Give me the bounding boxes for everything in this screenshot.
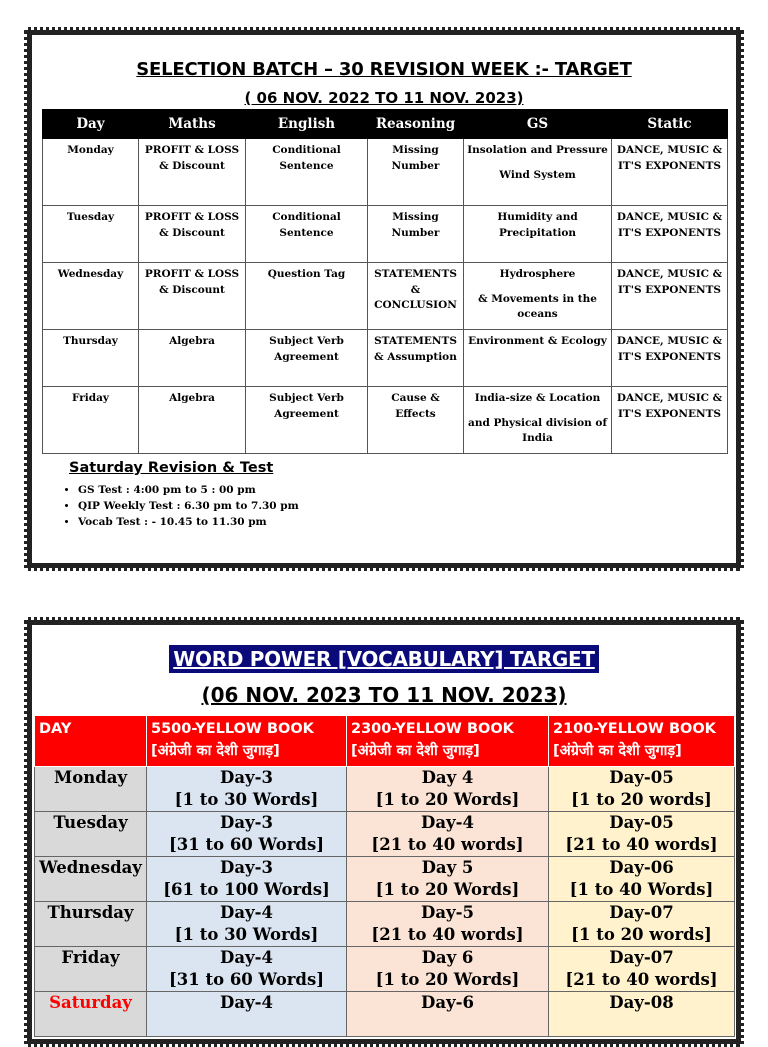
table-row [35, 767, 735, 812]
book1-range: [1 to 30 Words] [174, 925, 319, 944]
saturday-list [56, 482, 299, 530]
book3-day: Day-05 [609, 768, 674, 787]
day-cell: Friday [35, 947, 147, 992]
header-maths: Maths [139, 110, 246, 139]
reasoning-cell: Missing Number [368, 139, 464, 206]
book1-day: Day-4 [220, 993, 273, 1012]
book2-day: Day-6 [421, 993, 474, 1012]
book3-cell [549, 992, 735, 1037]
gs-topic: Humidity and Precipitation [497, 211, 578, 239]
book1-cell [147, 947, 347, 992]
book3-cell [549, 767, 735, 812]
day-cell: Wednesday [35, 857, 147, 902]
book2-day: Day-4 [421, 813, 474, 832]
book3-cell [549, 812, 735, 857]
static-cell: DANCE, MUSIC & IT'S EXPONENTS [612, 139, 728, 206]
maths-cell: Algebra [139, 387, 246, 454]
gs-topic: Hydrosphere [499, 268, 576, 280]
static-cell: DANCE, MUSIC & IT'S EXPONENTS [612, 263, 728, 330]
book1-day: Day-4 [220, 903, 273, 922]
reasoning-cell: STATEMENTS & CONCLUSION [368, 263, 464, 330]
header-day-label: DAY [39, 721, 72, 737]
header-2300-book [347, 716, 549, 767]
book1-cell [147, 812, 347, 857]
schedule-date-range: ( 06 NOV. 2022 TO 11 NOV. 2023) [244, 89, 524, 107]
table-row [35, 947, 735, 992]
book1-day: Day-3 [220, 768, 273, 787]
header-book-title: 2300-YELLOW BOOK [351, 721, 514, 737]
book3-cell [549, 902, 735, 947]
gs-cell [464, 387, 612, 454]
english-cell: Subject Verb Agreement [246, 330, 368, 387]
book2-cell [347, 902, 549, 947]
day-cell: Tuesday [35, 812, 147, 857]
book1-cell [147, 857, 347, 902]
reasoning-cell: Missing Number [368, 206, 464, 263]
book2-cell [347, 857, 549, 902]
day-cell: Thursday [43, 330, 139, 387]
book1-range: [1 to 30 Words] [174, 790, 319, 809]
header-book-title: 2100-YELLOW BOOK [553, 721, 716, 737]
gs-cell [464, 330, 612, 387]
book1-cell [147, 902, 347, 947]
book3-day: Day-08 [609, 993, 674, 1012]
header-book-subtitle: [अंग्रेजी का देशी जुगाड़] [351, 743, 480, 759]
book2-day: Day 4 [421, 768, 474, 787]
book2-cell [347, 992, 549, 1037]
book3-range: [1 to 20 words] [571, 925, 712, 944]
book3-cell [549, 947, 735, 992]
book2-day: Day-5 [421, 903, 474, 922]
revision-schedule-table [42, 109, 728, 454]
book1-range: [31 to 60 Words] [168, 970, 325, 989]
day-cell: Friday [43, 387, 139, 454]
book1-cell [147, 767, 347, 812]
book1-day: Day-3 [220, 858, 273, 877]
book3-range: [1 to 20 words] [571, 790, 712, 809]
revision-week-card [24, 27, 744, 571]
schedule-title: SELECTION BATCH – 30 REVISION WEEK :- TARGET [136, 59, 632, 80]
day-cell: Tuesday [43, 206, 139, 263]
gs-topic: Insolation and Pressure [467, 144, 608, 156]
english-cell: Subject Verb Agreement [246, 387, 368, 454]
schedule-header-row [43, 110, 728, 139]
day-cell: Wednesday [43, 263, 139, 330]
table-row [43, 263, 728, 330]
table-row [35, 857, 735, 902]
table-row [43, 387, 728, 454]
static-cell: DANCE, MUSIC & IT'S EXPONENTS [612, 330, 728, 387]
saturday-title: Saturday Revision & Test [69, 460, 274, 476]
book2-range: [21 to 40 words] [371, 835, 524, 854]
english-cell: Conditional Sentence [246, 139, 368, 206]
header-5500-book [147, 716, 347, 767]
header-day: Day [43, 110, 139, 139]
gs-cell [464, 206, 612, 263]
table-row [43, 139, 728, 206]
book3-day: Day-07 [609, 948, 674, 967]
reasoning-cell: Cause & Effects [368, 387, 464, 454]
vocabulary-table [34, 715, 735, 1037]
gs-subtopic: and Physical division of India [468, 416, 607, 444]
book2-range: [21 to 40 words] [371, 925, 524, 944]
static-cell: DANCE, MUSIC & IT'S EXPONENTS [612, 387, 728, 454]
book3-range: [21 to 40 words] [565, 835, 718, 854]
day-cell: Monday [43, 139, 139, 206]
book1-range: [31 to 60 Words] [168, 835, 325, 854]
english-cell: Conditional Sentence [246, 206, 368, 263]
table-row [43, 206, 728, 263]
english-cell: Question Tag [246, 263, 368, 330]
header-static: Static [612, 110, 728, 139]
table-row [35, 902, 735, 947]
book2-cell [347, 812, 549, 857]
header-english: English [246, 110, 368, 139]
vocab-title-wrap [32, 647, 736, 671]
gs-subtopic: & Movements in the oceans [478, 292, 597, 320]
header-reasoning: Reasoning [368, 110, 464, 139]
book2-cell [347, 947, 549, 992]
header-gs: GS [464, 110, 612, 139]
book2-cell [347, 767, 549, 812]
header-2100-book [549, 716, 735, 767]
day-cell: Thursday [35, 902, 147, 947]
day-cell-saturday: Saturday [35, 992, 147, 1037]
maths-cell: Algebra [139, 330, 246, 387]
book1-day: Day-4 [220, 948, 273, 967]
book1-day: Day-3 [220, 813, 273, 832]
table-row [35, 992, 735, 1037]
vocab-header-row [35, 716, 735, 767]
maths-cell: PROFIT & LOSS & Discount [139, 139, 246, 206]
table-row [35, 812, 735, 857]
gs-topic: India-size & Location [474, 392, 601, 404]
header-book-title: 5500-YELLOW BOOK [151, 721, 314, 737]
day-cell: Monday [35, 767, 147, 812]
book2-range: [1 to 20 Words] [375, 880, 520, 899]
gs-cell [464, 139, 612, 206]
header-book-subtitle: [अंग्रेजी का देशी जुगाड़] [553, 743, 682, 759]
gs-cell [464, 263, 612, 330]
book2-day: Day 5 [421, 858, 474, 877]
book3-day: Day-06 [609, 858, 674, 877]
book2-range: [1 to 20 Words] [375, 970, 520, 989]
list-item: • GS Test : 4:00 pm to 5 : 00 pm [78, 482, 299, 498]
table-row [43, 330, 728, 387]
header-day [35, 716, 147, 767]
static-cell: DANCE, MUSIC & IT'S EXPONENTS [612, 206, 728, 263]
book2-range: [1 to 20 Words] [375, 790, 520, 809]
book3-cell [549, 857, 735, 902]
book3-day: Day-05 [609, 813, 674, 832]
vocabulary-card [24, 617, 744, 1047]
vocab-date-range: (06 NOV. 2023 TO 11 NOV. 2023) [201, 683, 567, 707]
book2-day: Day 6 [421, 948, 474, 967]
maths-cell: PROFIT & LOSS & Discount [139, 206, 246, 263]
vocab-title: WORD POWER [VOCABULARY] TARGET [169, 645, 599, 673]
book1-cell [147, 992, 347, 1037]
book3-range: [1 to 40 Words] [569, 880, 714, 899]
header-book-subtitle: [अंग्रेजी का देशी जुगाड़] [151, 743, 280, 759]
maths-cell: PROFIT & LOSS & Discount [139, 263, 246, 330]
book3-range: [21 to 40 words] [565, 970, 718, 989]
list-item: • QIP Weekly Test : 6.30 pm to 7.30 pm [78, 498, 299, 514]
book1-range: [61 to 100 Words] [163, 880, 330, 899]
book3-day: Day-07 [609, 903, 674, 922]
reasoning-cell: STATEMENTS & Assumption [368, 330, 464, 387]
gs-topic: Environment & Ecology [468, 335, 607, 347]
gs-subtopic: Wind System [499, 168, 576, 181]
list-item: • Vocab Test : - 10.45 to 11.30 pm [78, 514, 299, 530]
